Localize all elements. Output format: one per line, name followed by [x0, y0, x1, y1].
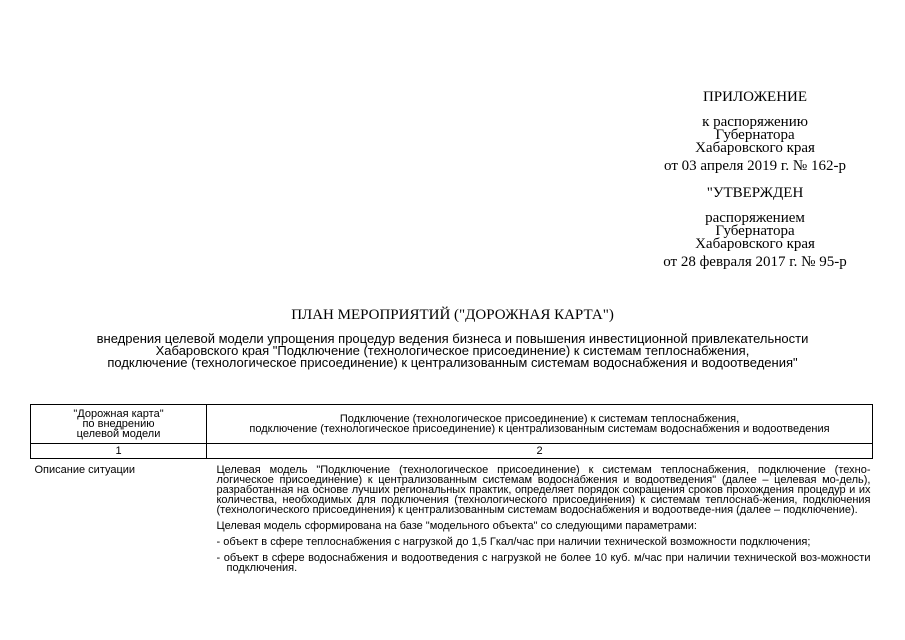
description-bullet-2: - объект в сфере водоснабжения и водоотведения с нагрузкой не более 10 куб. м/час при наличии технической воз-можности подключения.	[216, 552, 871, 574]
appendix-line-2: Губернатора	[715, 127, 795, 143]
column-number-2: 2	[207, 444, 873, 459]
description-paragraph-2: Целевая модель сформирована на базе "модельного объекта" со следующими параметрами:	[216, 520, 697, 532]
header-col2-line-1: Подключение (технологическое присоединение) к системам теплоснабжения,	[339, 413, 740, 425]
approved-title: "УТВЕРЖДЕН	[706, 185, 804, 201]
plan-title: ПЛАН МЕРОПРИЯТИЙ ("ДОРОЖНАЯ КАРТА")	[291, 307, 614, 323]
approved-line-3: Хабаровского края	[695, 236, 815, 252]
appendix-title: ПРИЛОЖЕНИЕ	[702, 89, 808, 105]
appendix-date: от 03 апреля 2019 г. № 162-р	[664, 158, 846, 174]
plan-subtitle	[40, 333, 865, 369]
table-row	[31, 459, 873, 580]
situation-description	[207, 459, 873, 580]
header-col2-line-2: подключение (технологическое присоединение) к централизованным системам водоснабжения и водоотведения	[249, 423, 830, 435]
approved-line-2: Губернатора	[715, 223, 795, 239]
plan-subtitle-line-1: внедрения целевой модели упрощения процедур ведения бизнеса и повышения инвестиционной привлекательности	[96, 331, 809, 346]
roadmap-table	[30, 404, 873, 579]
appendix-line-3: Хабаровского края	[695, 140, 815, 156]
row-label-situation: Описание ситуации	[34, 464, 136, 476]
table-header-row	[31, 405, 873, 444]
description-paragraph-1: Целевая модель "Подключение (технологическое присоединение) к системам теплоснабжения, подключение (техно-логическое присоединение) к централизованным системам водоснабжения и водоотведения" (далее – целевая мо-дель), разработанная на основе лучших региональных практик, определяет порядок сокращения сроков прохождения процедур и их количества, необходимых для подключения (технологического присоединения) к системам теплоснаб-жения, подключения (технологического присоединения) к централизованным системам водоснабжения и водоотведе-ния (далее – подключение).	[216, 464, 871, 516]
table-number-row	[31, 444, 873, 459]
header-cell-roadmap	[31, 405, 207, 444]
approved-date: от 28 февраля 2017 г. № 95-р	[663, 254, 847, 270]
plan-subtitle-line-2: Хабаровского края "Подключение (технологическое присоединение) к системам теплоснабжения,	[155, 343, 750, 358]
header-col1-line-1: "Дорожная карта"	[73, 408, 164, 420]
plan-subtitle-line-3: подключение (технологическое присоединение) к централизованным системам водоснабжения и водоотведения"	[107, 355, 798, 370]
header-col1-line-3: целевой модели	[76, 428, 161, 440]
appendix-line-1: к распоряжению	[702, 114, 808, 130]
approved-line-1: распоряжением	[705, 210, 805, 226]
header-cell-connection	[207, 405, 873, 444]
description-bullet-1: - объект в сфере теплоснабжения с нагрузкой до 1,5 Гкал/час при наличии технической возможности подключения;	[216, 536, 811, 548]
header-col1-line-2: по внедрению	[82, 418, 155, 430]
column-number-1: 1	[31, 444, 207, 459]
appendix-block	[640, 90, 870, 270]
